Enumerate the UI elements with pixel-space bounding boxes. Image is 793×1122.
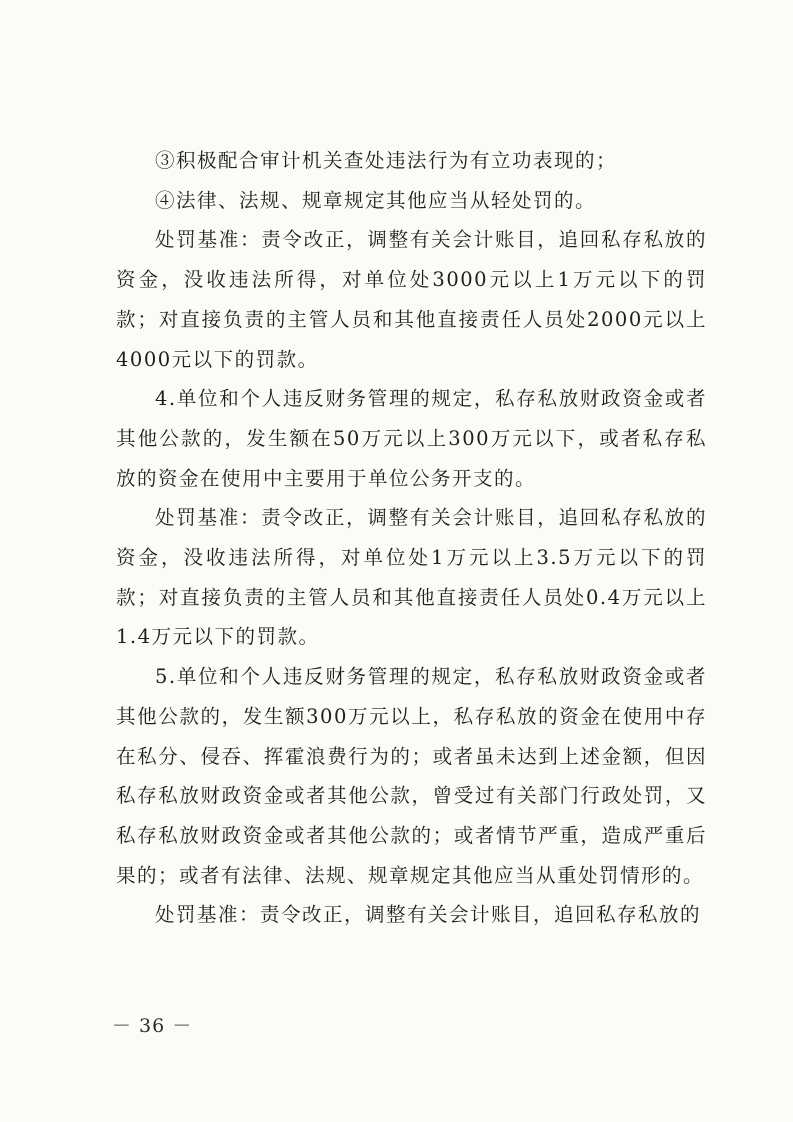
clause-4-paragraph: 4.单位和个人违反财务管理的规定，私存私放财政资金或者其他公款的，发生额在50万元以上300万元以下，或者私存私放的资金在使用中主要用于单位公务开支的。 bbox=[116, 387, 707, 490]
penalty-basis-paragraph-2: 处罚基准：责令改正，调整有关会计账目，追回私存私放的资金，没收违法所得，对单位处1万元以上3.5万元以下的罚款；对直接负责的主管人员和其他直接责任人员处0.4万元以上1.4万元以下的罚款。 bbox=[116, 506, 707, 649]
penalty-basis-paragraph-1: 处罚基准：责令改正，调整有关会计账目，追回私存私放的资金，没收违法所得，对单位处3000元以上1万元以下的罚款；对直接负责的主管人员和其他直接责任人员处2000元以上4000元以下的罚款。 bbox=[116, 228, 707, 371]
page-number: － 36 － bbox=[112, 1015, 193, 1037]
document-body bbox=[116, 141, 707, 935]
item-4-paragraph: ④法律、法规、规章规定其他应当从轻处罚的。 bbox=[155, 188, 597, 212]
item-3-paragraph: ③积极配合审计机关查处违法行为有立功表现的； bbox=[155, 149, 618, 172]
clause-5-paragraph: 5.单位和个人违反财务管理的规定，私存私放财政资金或者其他公款的，发生额300万元以上，私存私放的资金在使用中存在私分、侵吞、挥霍浪费行为的；或者虽未达到上述金额，但因私存私放财政资金或者其他公款，曾受过有关部门行政处罚，又私存私放财政资金或者其他公款的；或者情节严重，造成严重后果的；或者有法律、法规、规章规定其他应当从重处罚情形的。 bbox=[116, 665, 707, 887]
penalty-basis-paragraph-3: 处罚基准：责令改正，调整有关会计账目，追回私存私放的 bbox=[155, 903, 702, 927]
